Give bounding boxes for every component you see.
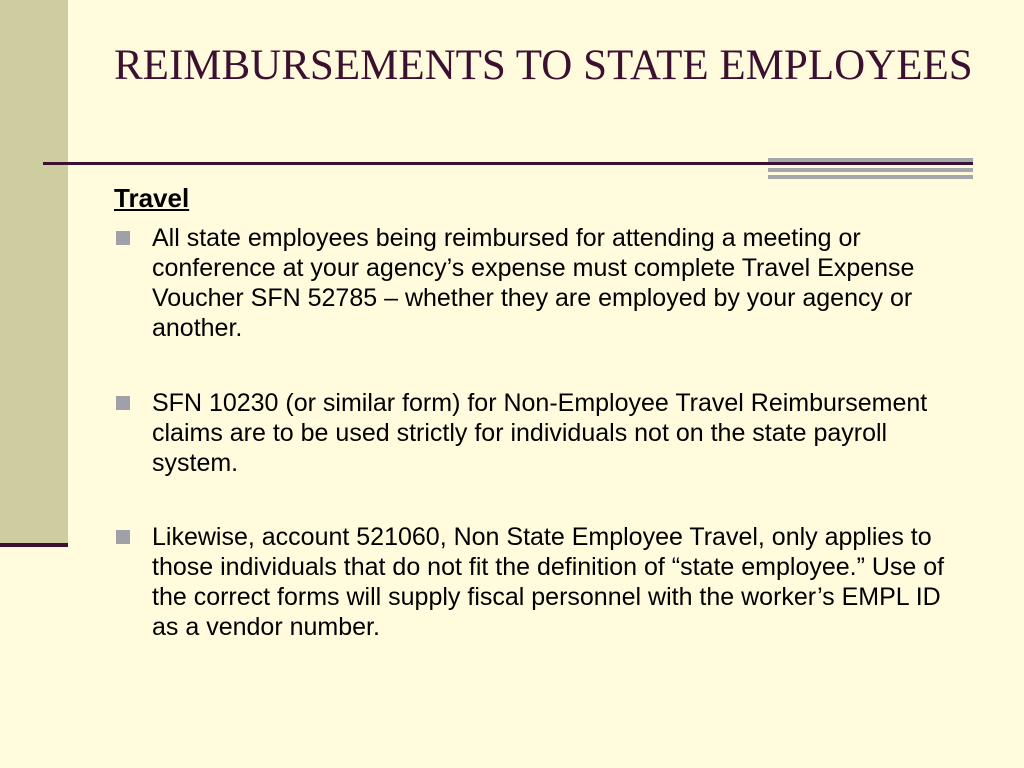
accent-bar xyxy=(768,158,973,162)
bullet-text: SFN 10230 (or similar form) for Non-Employee Travel Reimbursement claims are to be used strictly for individuals not on the state payroll system. xyxy=(152,389,928,477)
bullet-item xyxy=(152,223,952,343)
bullet-item xyxy=(152,388,952,478)
side-band-rule xyxy=(0,543,68,547)
slide-title: REIMBURSEMENTS TO STATE EMPLOYEES xyxy=(114,42,973,89)
title-divider xyxy=(43,162,973,165)
accent-bar xyxy=(768,175,973,179)
bullet-text: All state employees being reimbursed for attending a meeting or conference at your agency’s expense must complete Travel Expense Voucher SFN 52785 – whether they are employed by your agency or another. xyxy=(152,224,915,342)
side-band xyxy=(0,0,68,547)
bullet-item xyxy=(152,522,952,642)
square-bullet-icon xyxy=(116,231,130,245)
accent-bar xyxy=(768,168,973,172)
section-heading: Travel xyxy=(114,183,190,213)
square-bullet-icon xyxy=(116,396,130,410)
bullet-text: Likewise, account 521060, Non State Employee Travel, only applies to those individuals that do not fit the definition of “state employee.” Use of the correct forms will supply fiscal personnel with the worker’s EMPL ID as a vendor number. xyxy=(152,523,945,641)
square-bullet-icon xyxy=(116,530,130,544)
